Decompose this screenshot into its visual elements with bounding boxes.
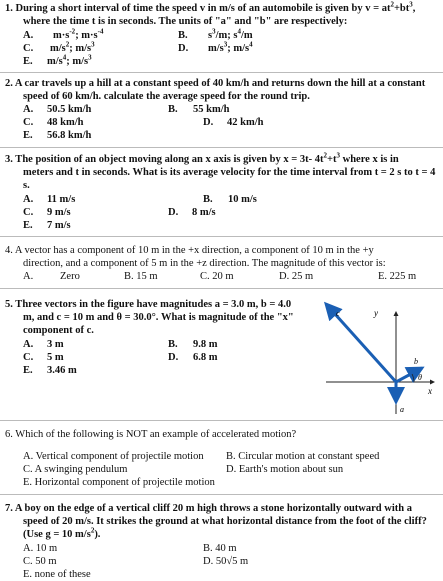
- q3-option-e-value: 7 m/s: [47, 220, 71, 231]
- q1-option-c-value: $m/s^2$; $m/s^3$: [50, 40, 95, 54]
- q5-option-e[interactable]: E.: [23, 365, 33, 376]
- vector-b-label: b: [414, 357, 418, 366]
- q1-option-d-value: $m/s^3$; $m/s^4$: [208, 40, 253, 54]
- divider: [0, 236, 443, 237]
- q5-option-d[interactable]: D.: [168, 352, 179, 363]
- theta-arc: [412, 374, 414, 382]
- q4-option-a-value: Zero: [60, 271, 80, 282]
- q5-option-b-value: 9.8 m: [193, 339, 218, 350]
- q5-option-d-value: 6.8 m: [193, 352, 218, 363]
- q2-option-a-value: 50.5 km/h: [47, 104, 92, 115]
- q1-option-a[interactable]: A.: [23, 30, 34, 41]
- q6-option-e[interactable]: E. Horizontal component of projectile motion: [23, 477, 215, 488]
- q7-option-d[interactable]: D. 50√5 m: [203, 556, 249, 567]
- q3-option-a-value: 11 m/s: [47, 194, 76, 205]
- q6-option-b[interactable]: B. Circular motion at constant speed: [226, 451, 380, 462]
- y-axis-label: y: [374, 308, 378, 318]
- q3-option-b-value: 10 m/s: [228, 194, 257, 205]
- q5-option-a-value: 3 m: [47, 339, 64, 350]
- q5-option-b[interactable]: B.: [168, 339, 178, 350]
- q3-option-d[interactable]: D.: [168, 207, 179, 218]
- divider: [0, 288, 443, 289]
- q2-option-b-value: 55 km/h: [193, 104, 230, 115]
- vector-c-label: c: [336, 309, 340, 318]
- divider: [0, 420, 443, 421]
- q4-option-b[interactable]: B. 15 m: [124, 271, 158, 282]
- q7-option-c[interactable]: C. 50 m: [23, 556, 57, 567]
- vector-figure: [318, 296, 438, 416]
- q1-option-e[interactable]: E.: [23, 56, 33, 67]
- q5-stem-line3: component of c.: [23, 325, 94, 336]
- q1-option-c[interactable]: C.: [23, 43, 34, 54]
- q5-option-a[interactable]: A.: [23, 339, 34, 350]
- q6-option-a[interactable]: A. Vertical component of projectile motion: [23, 451, 204, 462]
- q4-option-a[interactable]: A.: [23, 271, 34, 282]
- q3-option-c[interactable]: C.: [23, 207, 34, 218]
- q3-option-b[interactable]: B.: [203, 194, 213, 205]
- q3-option-a[interactable]: A.: [23, 194, 34, 205]
- q2-stem-line1: 2. A car travels up a hill at a constant speed of 40 km/h and returns down the hill at a constant: [5, 78, 426, 89]
- divider: [0, 72, 443, 73]
- q3-stem-line2: meters and t in seconds. What is its average velocity for the time interval from t = 2 s to t = 4: [23, 167, 436, 178]
- q7-option-b[interactable]: B. 40 m: [203, 543, 237, 554]
- q7-stem-line1: 7. A boy on the edge of a vertical cliff 20 m high throws a stone horizontally outward with a: [5, 503, 412, 514]
- q1-stem-line1: 1. During a short interval of time the speed v in m/s of an automobile is given by $v = at^2+bt^3$,: [5, 0, 416, 14]
- q5-stem-line1: 5. Three vectors in the figure have magnitudes a = 3.0 m, b = 4.0: [5, 299, 292, 310]
- q1-option-b-value: $s^3/m$; $s^4/m$: [208, 27, 253, 41]
- divider: [0, 494, 443, 495]
- q5-option-c[interactable]: C.: [23, 352, 34, 363]
- q7-option-e[interactable]: E. none of these: [23, 569, 91, 580]
- q6-option-c[interactable]: C. A swinging pendulum: [23, 464, 128, 475]
- q7-stem-line2: speed of 20 m/s. It strikes the ground at what horizontal distance from the foot of the cliff?: [23, 516, 427, 527]
- q4-stem-line2: direction, and a component of 5 m in the +z direction. The magnitude of this vector is:: [23, 258, 386, 269]
- q1-option-e-value: $m/s^4$; $m/s^3$: [47, 53, 92, 67]
- q3-stem-line1: 3. The position of an object moving along an x axis is given by x = 3t- $4t^2+t^3$ where x is in: [5, 151, 399, 165]
- q1-stem-line2: where the time t is in seconds. The units of "a" and "b" are respectively:: [23, 16, 348, 27]
- q4-option-e[interactable]: E. 225 m: [378, 271, 417, 282]
- q1-option-b[interactable]: B.: [178, 30, 188, 41]
- q3-stem-line3: s.: [23, 180, 30, 191]
- q7-option-a[interactable]: A. 10 m: [23, 543, 58, 554]
- q6-option-d[interactable]: D. Earth's motion about sun: [226, 464, 344, 475]
- q2-option-b[interactable]: B.: [168, 104, 178, 115]
- q5-option-e-value: 3.46 m: [47, 365, 77, 376]
- q2-stem-line2: speed of 60 km/h. calculate the average speed for the round trip.: [23, 91, 310, 102]
- q4-stem-line1: 4. A vector has a component of 10 m in the +x direction, a component of 10 m in the +y: [5, 245, 374, 256]
- q5-option-c-value: 5 m: [47, 352, 64, 363]
- divider: [0, 147, 443, 148]
- q2-option-c[interactable]: C.: [23, 117, 34, 128]
- q4-option-d[interactable]: D. 25 m: [279, 271, 314, 282]
- q2-option-d[interactable]: D.: [203, 117, 214, 128]
- q1-option-a-value: $m\cdot s^{-2}$; $m\cdot s^{-4}$: [53, 27, 104, 41]
- q2-option-a[interactable]: A.: [23, 104, 34, 115]
- q5-stem-line2: m, and c = 10 m and θ = 30.0°. What is magnitude of the "x": [23, 312, 294, 323]
- q3-option-c-value: 9 m/s: [47, 207, 71, 218]
- q3-option-e[interactable]: E.: [23, 220, 33, 231]
- q7-stem-line3: (Use g = 10 $m/s^2$).: [23, 526, 101, 540]
- x-axis-label: x: [428, 386, 432, 396]
- q6-stem-line1: 6. Which of the following is NOT an example of accelerated motion?: [5, 429, 297, 440]
- theta-label: θ: [418, 373, 422, 382]
- q2-option-d-value: 42 km/h: [227, 117, 264, 128]
- vector-a-label: a: [400, 405, 404, 414]
- q2-option-e-value: 56.8 km/h: [47, 130, 92, 141]
- q4-option-c[interactable]: C. 20 m: [200, 271, 234, 282]
- q2-option-e[interactable]: E.: [23, 130, 33, 141]
- q2-option-c-value: 48 km/h: [47, 117, 84, 128]
- q3-option-d-value: 8 m/s: [192, 207, 216, 218]
- q1-option-d[interactable]: D.: [178, 43, 189, 54]
